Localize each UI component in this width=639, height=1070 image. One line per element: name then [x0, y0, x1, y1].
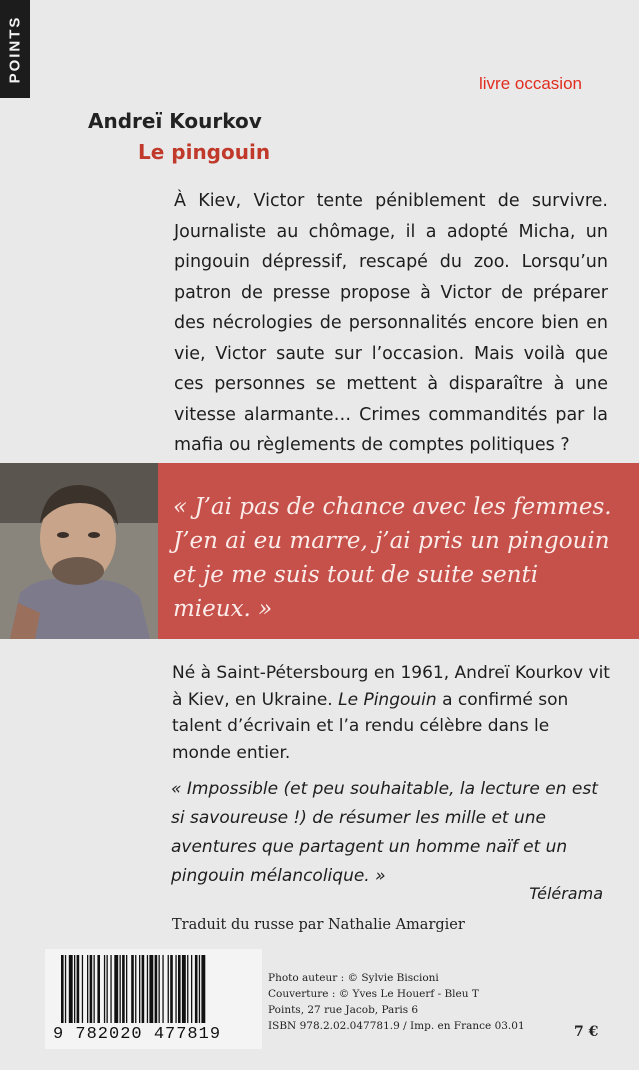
review-source: Télérama [529, 884, 603, 903]
cover-credit: Couverture : © Yves Le Houerf - Bleu T [268, 988, 479, 1000]
collection-logo [0, 0, 30, 98]
credits-block [268, 970, 568, 1034]
watermark-text: livre occasion [479, 74, 582, 93]
collection-label: POINTS [6, 15, 24, 83]
photo-credit: Photo auteur : © Sylvie Biscioni [268, 972, 439, 984]
author-bio [172, 660, 612, 766]
bio-text-start: Né à Saint-Pétersbourg en 1961, Andreï Kourkov vit à Kiev, en Ukraine. [172, 663, 610, 710]
press-review: « Impossible (et peu souhaitable, la lecture en est si savoureuse !) de résumer les mille et une aventures que partagent un homme naïf et un pingouin mélancolique. » [171, 779, 598, 886]
publisher-address: Points, 27 rue Jacob, Paris 6 [268, 1004, 419, 1016]
summary-text: À Kiev, Victor tente péniblement de survivre. Journaliste au chômage, il a adopté Micha, un pingouin dépressif, rescapé du zoo. Lorsqu’un patron de presse propose à Victor de préparer des nécrologies de personnalités encore bien en vie, Victor saute sur l’occasion. Mais voilà que ces personnes se mettent à disparaître à une vitesse alarmante… Crimes commandités par la mafia ou règlements de comptes politiques ? [174, 191, 608, 455]
author-portrait-image [0, 463, 158, 639]
barcode-bars [45, 949, 262, 1027]
author-name: Andreï Kourkov [88, 109, 262, 133]
bio-book-title: Le Pingouin [338, 689, 437, 710]
bio-text-end: a confirmé son talent d’écrivain et l’a rendu célèbre dans le monde entier. [172, 689, 569, 763]
translator-credit: Traduit du russe par Nathalie Amargier [172, 917, 465, 933]
author-photo [0, 463, 158, 639]
isbn-barcode [45, 949, 262, 1049]
price: 7 € [574, 1024, 599, 1040]
barcode-digits: 9 782020 477819 [53, 1025, 222, 1044]
isbn-line: ISBN 978.2.02.047781.9 / Imp. en France 03.01 [268, 1020, 525, 1032]
author-quote: « J’ai pas de chance avec les femmes. J’en ai eu marre, j’ai pris un pingouin et je me suis tout de suite senti mieux. » [173, 494, 612, 622]
book-title: Le pingouin [138, 140, 271, 164]
